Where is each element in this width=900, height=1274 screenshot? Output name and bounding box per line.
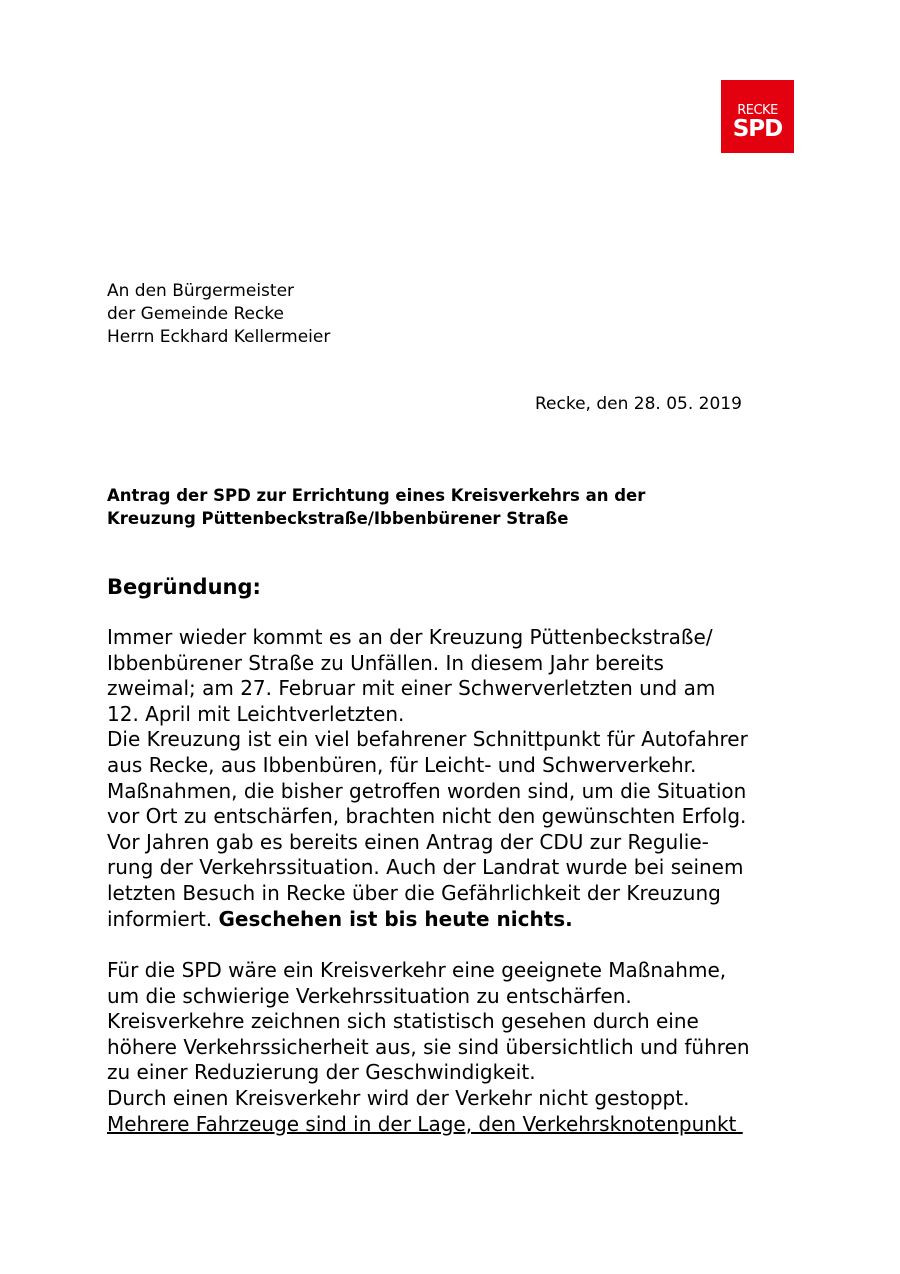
underlined-text-line: Mehrere Fahrzeuge sind in der Lage, den Verkehrsknotenpunkt xyxy=(107,1111,743,1136)
recipient-address xyxy=(107,280,330,349)
text-normal: informiert. xyxy=(107,906,219,931)
subject-line: Antrag der SPD zur Errichtung eines Kreisverkehrs an der xyxy=(107,486,646,505)
text-line: Die Kreuzung ist ein viel befahrener Schnittpunkt für Autofahrer xyxy=(107,727,748,752)
letter-date: Recke, den 28. 05. 2019 xyxy=(535,394,742,414)
subject-line: Kreuzung Püttenbeckstraße/Ibbenbürener Straße xyxy=(107,509,569,528)
paragraph-justification xyxy=(107,625,748,932)
text-line: Immer wieder kommt es an der Kreuzung Püttenbeckstraße/ xyxy=(107,625,713,649)
text-line: Maßnahmen, die bisher getroffen worden sind, um die Situation xyxy=(107,778,747,803)
text-line: vor Ort zu entschärfen, brachten nicht den gewünschten Erfolg. xyxy=(107,804,747,829)
paragraph-proposal xyxy=(107,958,750,1137)
text-line: höhere Verkehrssicherheit aus, sie sind übersichtlich und führen xyxy=(107,1034,750,1059)
text-line: Für die SPD wäre ein Kreisverkehr eine geeignete Maßnahme, xyxy=(107,958,727,982)
address-line: Herrn Eckhard Kellermeier xyxy=(107,327,331,347)
text-line: um die schwierige Verkehrssituation zu entschärfen. xyxy=(107,983,632,1008)
address-line: der Gemeinde Recke xyxy=(107,304,284,324)
text-line: 12. April mit Leichtverletzten. xyxy=(107,701,405,726)
emphasis-text: Geschehen ist bis heute nichts. xyxy=(218,906,573,931)
text-line: Kreisverkehre zeichnen sich statistisch gesehen durch eine xyxy=(107,1009,699,1034)
text-line: Ibbenbürener Straße zu Unfällen. In diesem Jahr bereits xyxy=(107,650,664,675)
subject xyxy=(107,484,645,530)
text-line: rung der Verkehrssituation. Auch der Landrat wurde bei seinem xyxy=(107,855,744,880)
text-line: zweimal; am 27. Februar mit einer Schwerverletzten und am xyxy=(107,676,716,701)
text-line: zu einer Reduzierung der Geschwindigkeit. xyxy=(107,1060,536,1085)
text-line: Vor Jahren gab es bereits einen Antrag der CDU zur Regulie- xyxy=(107,829,709,854)
text-line: letzten Besuch in Recke über die Gefährlichkeit der Kreuzung xyxy=(107,880,721,905)
address-line: An den Bürgermeister xyxy=(107,281,295,301)
text-line: Durch einen Kreisverkehr wird der Verkehr nicht gestoppt. xyxy=(107,1085,690,1110)
spd-recke-logo xyxy=(721,80,794,153)
text-line: aus Recke, aus Ibbenbüren, für Leicht- und Schwerverkehr. xyxy=(107,752,697,777)
logo-text-spd: SPD xyxy=(732,116,783,142)
logo-text-recke: RECKE xyxy=(737,103,778,118)
text-line-last xyxy=(107,907,748,933)
section-heading: Begründung: xyxy=(107,575,261,599)
